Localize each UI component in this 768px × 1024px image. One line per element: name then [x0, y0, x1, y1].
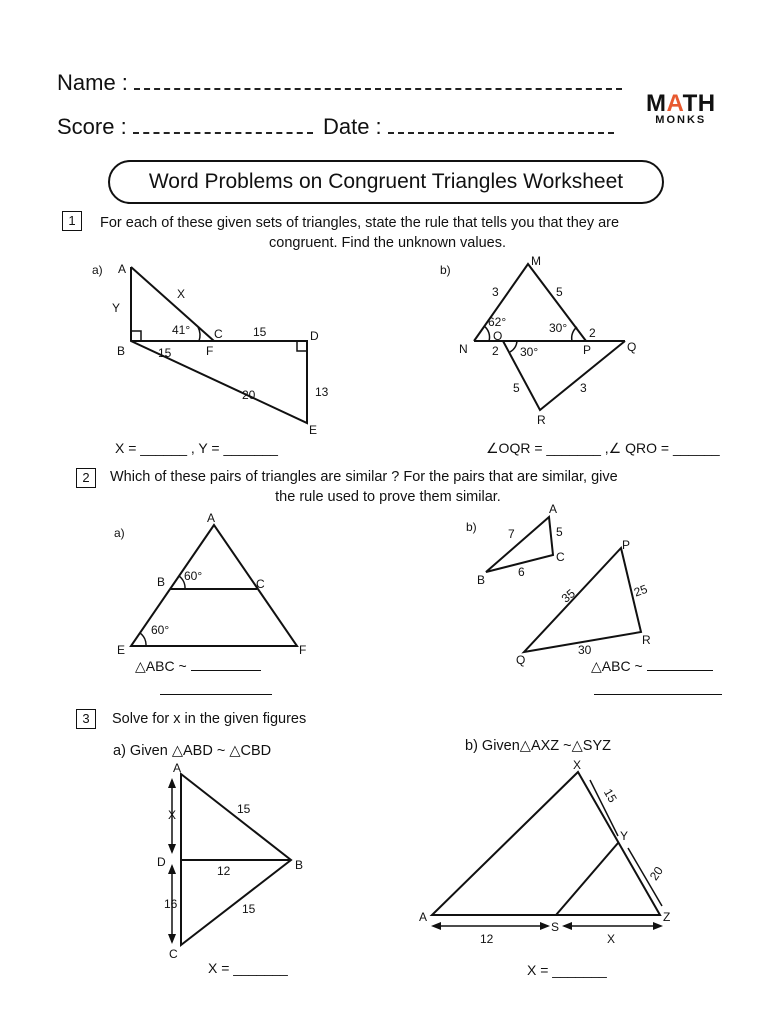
q1b-label-or: 5: [513, 381, 520, 395]
worksheet-title: Word Problems on Congruent Triangles Worksheet: [108, 160, 664, 204]
question-number-1: 1: [62, 211, 82, 231]
q1a-label-bf: 15: [158, 346, 172, 360]
q1b-label-no: 2: [492, 344, 499, 358]
q2b-label-qr: 30: [578, 643, 592, 657]
q1b-label-pq: 2: [589, 326, 596, 340]
q3b-answer[interactable]: X = _______: [527, 962, 607, 978]
arrow-up-icon: [168, 778, 176, 788]
q2a-vertex-b: B: [157, 575, 166, 589]
q2b-vertex-a: A: [549, 502, 558, 516]
q3-text: Solve for x in the given figures: [112, 711, 307, 727]
q2a-vertex-c: C: [256, 577, 265, 591]
q1b-label-mo: 3: [492, 285, 499, 299]
score-label: Score :: [57, 114, 127, 139]
q1a-label-fe: 20: [242, 388, 256, 402]
q2a-vertex-f: F: [299, 643, 307, 657]
q1b-vertex-p: P: [583, 343, 592, 357]
arrow-down-icon: [168, 934, 176, 944]
q2a-answer: △ABC ~: [135, 658, 187, 674]
q1-text-line2: congruent. Find the unknown values.: [269, 235, 506, 251]
q2a-label: a): [114, 526, 125, 540]
q1a-vertex-a: A: [118, 262, 127, 276]
q1b-vertex-r: R: [537, 413, 546, 427]
q3a-vertex-c: C: [169, 947, 178, 961]
q2a-label-angle-b: 60°: [184, 569, 203, 583]
q3a-vertex-a: A: [173, 761, 182, 775]
q2b-label-ac: 5: [556, 525, 563, 539]
q1a-vertex-b: B: [117, 344, 126, 358]
q2-text-line1: Which of these pairs of triangles are similar ? For the pairs that are similar, give: [110, 469, 618, 485]
q1b-vertex-o: O: [493, 329, 503, 343]
q2b-answer: △ABC ~: [591, 658, 643, 674]
arrow-up-icon: [168, 864, 176, 874]
q1b-answer[interactable]: ∠OQR = _______ ,∠ QRO = ______: [486, 440, 720, 456]
q2b-vertex-b: B: [477, 573, 486, 587]
question-number-3: 3: [76, 709, 96, 729]
q1a-label-x: X: [177, 287, 186, 301]
q1-text-line1: For each of these given sets of triangles, state the rule that tells you that they are: [100, 215, 620, 231]
q1a-vertex-f: F: [206, 344, 214, 358]
q2b-label-pr: 25: [631, 581, 650, 600]
q3b-label-xy: 15: [600, 786, 620, 805]
q1a-vertex-d: D: [310, 329, 319, 343]
q1a-label-angle: 41°: [172, 323, 191, 337]
q3a-label-cd: 16: [164, 897, 178, 911]
q2a-label-angle-e: 60°: [151, 623, 170, 637]
logo-subtitle: MONKS: [655, 114, 707, 126]
q3a-answer[interactable]: X = _______: [208, 960, 288, 976]
q3b-triangle-axz: [432, 772, 660, 915]
q3b-vertex-x: X: [573, 758, 582, 772]
q1b-label-angle-o: 62°: [488, 315, 507, 329]
q3a-given: a) Given △ABD ~ △CBD: [113, 743, 272, 759]
logo-wordmark: MATH: [646, 90, 716, 117]
question-number-2: 2: [76, 468, 96, 488]
arrow-right-icon: [540, 922, 550, 930]
q2-text-line2: the rule used to prove them similar.: [275, 489, 501, 505]
q2a-vertex-a: A: [207, 511, 216, 525]
q2b-label-pq: 35: [558, 586, 578, 606]
q3b-vertex-s: S: [551, 920, 560, 934]
q1a-vertex-c: C: [214, 327, 223, 341]
q3b-vertex-a: A: [419, 910, 428, 924]
q1b-label-angle-p: 30°: [549, 321, 568, 335]
q1a-label-cd: 15: [253, 325, 267, 339]
q1b-vertex-q: Q: [627, 340, 637, 354]
q2b-label: b): [466, 520, 477, 534]
q2a-vertex-e: E: [117, 643, 126, 657]
q3a-label-ab: 15: [237, 802, 251, 816]
name-label: Name :: [57, 70, 128, 95]
date-label: Date :: [322, 114, 382, 139]
q1b-vertex-n: N: [459, 342, 468, 356]
arrow-left-icon: [431, 922, 441, 930]
q2b-vertex-r: R: [642, 633, 651, 647]
q3b-vertex-y: Y: [620, 829, 629, 843]
q2b-label-ab: 7: [508, 527, 515, 541]
q2b-vertex-c: C: [556, 550, 565, 564]
q3a-label-db: 12: [217, 864, 231, 878]
arrow-down-icon: [168, 844, 176, 854]
arrow-right-icon: [653, 922, 663, 930]
q2b-label-bc: 6: [518, 565, 525, 579]
q3a-label-cb: 15: [242, 902, 256, 916]
q1a-label-y: Y: [112, 301, 121, 315]
q1b-label-angle-r: 30°: [520, 345, 539, 359]
q1a-answer[interactable]: X = ______ , Y = _______: [115, 440, 278, 456]
q3b-label-yz: 20: [646, 863, 666, 883]
q2b-vertex-p: P: [622, 538, 631, 552]
q1b-label: b): [440, 263, 451, 277]
q3b-label-as: 12: [480, 932, 494, 946]
arrow-left-icon: [562, 922, 572, 930]
q3b-line-sy: [556, 843, 618, 915]
q1a-label: a): [92, 263, 103, 277]
q3a-vertex-b: B: [295, 858, 304, 872]
q1a-label-de: 13: [315, 385, 329, 399]
q3b-label-sz: X: [607, 932, 616, 946]
q3b-given: b) Given△AXZ ~△SYZ: [465, 738, 611, 754]
q1b-vertex-m: M: [531, 254, 541, 268]
q1b-label-pr: 3: [580, 381, 587, 395]
q1a-vertex-e: E: [309, 423, 318, 437]
q3a-vertex-d: D: [157, 855, 166, 869]
q3a-label-ad: X: [168, 808, 177, 822]
q3b-vertex-z: Z: [663, 910, 671, 924]
q1b-label-mp: 5: [556, 285, 563, 299]
q2b-vertex-q: Q: [516, 653, 526, 667]
